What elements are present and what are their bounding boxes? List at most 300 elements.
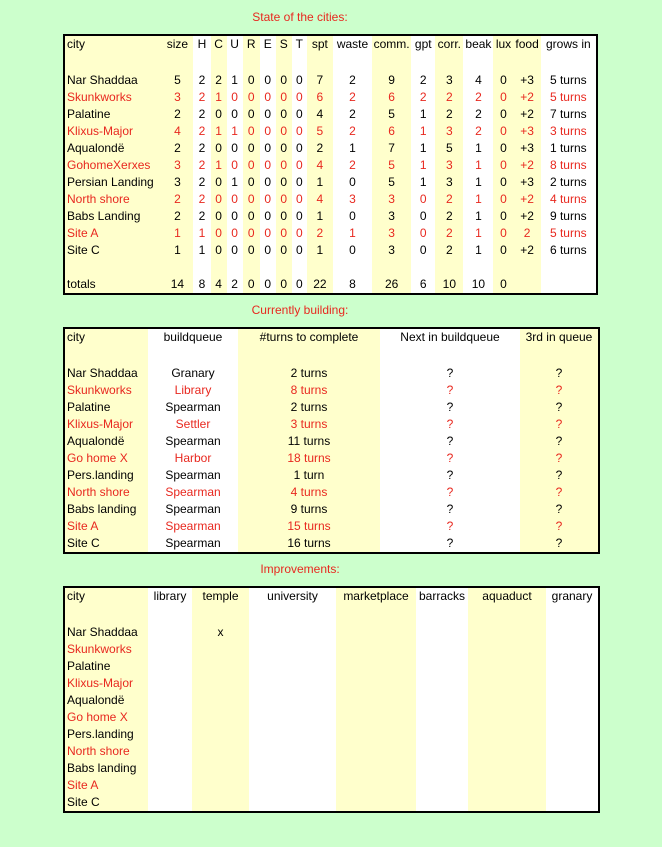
- state-cell-T: 0: [292, 157, 307, 174]
- improvement-cell-university: [249, 777, 336, 794]
- state-cell-H: 2: [193, 72, 210, 89]
- state-cell-food: +3: [514, 174, 541, 191]
- totals-cell-T: 0: [292, 276, 307, 294]
- state-cell-lux: 0: [493, 225, 513, 242]
- improvements-row: [64, 743, 599, 760]
- state-header-16: food: [514, 35, 541, 55]
- state-header-1: size: [161, 35, 193, 55]
- improvement-cell-aquaduct: [468, 709, 546, 726]
- next-in-queue-cell: ?: [380, 518, 520, 535]
- building-row: [64, 467, 599, 484]
- buildqueue-cell: Settler: [148, 416, 238, 433]
- improvements-row: [64, 675, 599, 692]
- state-city-name: Klixus-Major: [64, 123, 161, 140]
- next-in-queue-cell: ?: [380, 484, 520, 501]
- improvement-cell-library: [148, 658, 192, 675]
- building-header-1: buildqueue: [148, 328, 238, 348]
- state-table: [63, 34, 598, 295]
- state-cell-spt: 4: [307, 106, 333, 123]
- state-cell-T: 0: [292, 140, 307, 157]
- improvement-cell-barracks: [416, 743, 468, 760]
- state-cell-R: 0: [243, 106, 260, 123]
- state-cell-beak: 1: [463, 157, 493, 174]
- improvement-cell-granary: [546, 624, 599, 641]
- state-cell-R: 0: [243, 174, 260, 191]
- state-row: [64, 157, 597, 174]
- building-city-name: Aqualondë: [64, 433, 148, 450]
- building-row: [64, 501, 599, 518]
- turns-to-complete-cell: 1 turn: [238, 467, 380, 484]
- state-cell-R: 0: [243, 208, 260, 225]
- improvement-cell-aquaduct: [468, 743, 546, 760]
- buildqueue-cell: Granary: [148, 365, 238, 382]
- state-totals-row: [64, 276, 597, 294]
- state-cell-gpt: 2: [411, 72, 435, 89]
- state-cell-comm.: 5: [372, 106, 411, 123]
- state-cell-waste: 2: [333, 72, 372, 89]
- state-cell-comm.: 7: [372, 140, 411, 157]
- improvements-header-4: marketplace: [336, 587, 416, 607]
- state-header-4: U: [227, 35, 243, 55]
- state-cell-comm.: 5: [372, 174, 411, 191]
- state-cell-food: +3: [514, 123, 541, 140]
- state-cell-U: 0: [227, 89, 243, 106]
- spacer-row: [64, 607, 599, 624]
- state-row: [64, 225, 597, 242]
- state-cell-S: 0: [276, 140, 292, 157]
- state-cell-S: 0: [276, 174, 292, 191]
- building-row: [64, 416, 599, 433]
- improvement-cell-library: [148, 641, 192, 658]
- improvement-cell-library: [148, 760, 192, 777]
- building-row: [64, 382, 599, 399]
- state-cell-food: +3: [514, 72, 541, 89]
- state-cell-beak: 1: [463, 225, 493, 242]
- improvement-cell-barracks: [416, 760, 468, 777]
- state-cell-U: 0: [227, 106, 243, 123]
- state-cell-size: 2: [161, 191, 193, 208]
- state-header-14: beak: [463, 35, 493, 55]
- state-cell-T: 0: [292, 174, 307, 191]
- state-cell-spt: 2: [307, 140, 333, 157]
- improvements-title: Improvements:: [260, 562, 340, 576]
- totals-cell-waste: 8: [333, 276, 372, 294]
- state-cell-size: 3: [161, 174, 193, 191]
- state-cell-beak: 2: [463, 89, 493, 106]
- state-city-name: GohomeXerxes: [64, 157, 161, 174]
- improvements-city-name: Go home X: [64, 709, 148, 726]
- improvement-cell-university: [249, 709, 336, 726]
- state-cell-H: 1: [193, 225, 210, 242]
- state-cell-gpt: 2: [411, 89, 435, 106]
- state-cell-C: 0: [211, 174, 227, 191]
- totals-cell-spt: 22: [307, 276, 333, 294]
- state-cell-C: 0: [211, 242, 227, 259]
- improvement-cell-granary: [546, 709, 599, 726]
- building-city-name: Go home X: [64, 450, 148, 467]
- state-cell-C: 1: [211, 157, 227, 174]
- state-header-13: corr.: [435, 35, 463, 55]
- state-cell-S: 0: [276, 157, 292, 174]
- state-cell-E: 0: [260, 157, 276, 174]
- state-cell-S: 0: [276, 225, 292, 242]
- state-cell-size: 3: [161, 89, 193, 106]
- state-cell-food: +2: [514, 106, 541, 123]
- totals-label: totals: [64, 276, 161, 294]
- state-cell-lux: 0: [493, 191, 513, 208]
- state-header-3: C: [211, 35, 227, 55]
- improvements-city-name: Palatine: [64, 658, 148, 675]
- third-in-queue-cell: ?: [520, 484, 599, 501]
- state-cell-lux: 0: [493, 174, 513, 191]
- improvement-cell-granary: [546, 658, 599, 675]
- improvements-header-0: city: [64, 587, 148, 607]
- state-cell-corr.: 2: [435, 225, 463, 242]
- state-cell-food: +2: [514, 157, 541, 174]
- improvement-cell-university: [249, 624, 336, 641]
- improvement-cell-library: [148, 743, 192, 760]
- state-cell-grows in: 5 turns: [541, 89, 597, 106]
- state-cell-S: 0: [276, 191, 292, 208]
- building-row: [64, 535, 599, 553]
- improvement-cell-granary: [546, 760, 599, 777]
- spacer-row: [64, 55, 597, 72]
- improvement-cell-university: [249, 658, 336, 675]
- improvement-cell-university: [249, 794, 336, 812]
- totals-cell-comm.: 26: [372, 276, 411, 294]
- state-cell-R: 0: [243, 140, 260, 157]
- state-cell-spt: 4: [307, 157, 333, 174]
- state-header-11: comm.: [372, 35, 411, 55]
- totals-cell-beak: 10: [463, 276, 493, 294]
- state-cell-U: 1: [227, 123, 243, 140]
- state-cell-R: 0: [243, 157, 260, 174]
- improvement-cell-aquaduct: [468, 777, 546, 794]
- state-cell-spt: 2: [307, 225, 333, 242]
- totals-cell-food: [514, 276, 541, 294]
- improvement-cell-library: [148, 777, 192, 794]
- state-cell-lux: 0: [493, 157, 513, 174]
- next-in-queue-cell: ?: [380, 365, 520, 382]
- state-cell-U: 0: [227, 225, 243, 242]
- state-cell-T: 0: [292, 106, 307, 123]
- improvement-cell-temple: [192, 692, 249, 709]
- state-cell-T: 0: [292, 242, 307, 259]
- state-cell-grows in: 8 turns: [541, 157, 597, 174]
- state-cell-spt: 5: [307, 123, 333, 140]
- building-city-name: Babs landing: [64, 501, 148, 518]
- buildqueue-cell: Spearman: [148, 433, 238, 450]
- state-cell-food: +2: [514, 242, 541, 259]
- building-header-2: #turns to complete: [238, 328, 380, 348]
- improvement-cell-barracks: [416, 709, 468, 726]
- state-city-name: Babs Landing: [64, 208, 161, 225]
- state-cell-lux: 0: [493, 106, 513, 123]
- state-cell-waste: 0: [333, 208, 372, 225]
- state-header-7: S: [276, 35, 292, 55]
- building-city-name: North shore: [64, 484, 148, 501]
- state-cell-E: 0: [260, 89, 276, 106]
- totals-cell-S: 0: [276, 276, 292, 294]
- state-cell-comm.: 9: [372, 72, 411, 89]
- state-cell-waste: 2: [333, 157, 372, 174]
- state-cell-lux: 0: [493, 208, 513, 225]
- improvement-cell-barracks: [416, 692, 468, 709]
- state-cell-size: 2: [161, 106, 193, 123]
- improvement-cell-barracks: [416, 777, 468, 794]
- state-cell-H: 2: [193, 174, 210, 191]
- improvement-cell-barracks: [416, 794, 468, 812]
- state-cell-gpt: 0: [411, 225, 435, 242]
- state-cell-C: 0: [211, 106, 227, 123]
- buildqueue-cell: Library: [148, 382, 238, 399]
- state-cell-waste: 0: [333, 174, 372, 191]
- improvement-cell-marketplace: [336, 641, 416, 658]
- state-cell-comm.: 5: [372, 157, 411, 174]
- buildqueue-cell: Harbor: [148, 450, 238, 467]
- state-cell-S: 0: [276, 72, 292, 89]
- improvement-cell-granary: [546, 777, 599, 794]
- improvement-cell-barracks: [416, 624, 468, 641]
- building-city-name: Site A: [64, 518, 148, 535]
- improvement-cell-marketplace: [336, 709, 416, 726]
- improvements-table: [63, 586, 600, 813]
- improvements-row: [64, 641, 599, 658]
- state-cell-comm.: 6: [372, 123, 411, 140]
- building-row: [64, 399, 599, 416]
- state-cell-grows in: 9 turns: [541, 208, 597, 225]
- totals-cell-lux: 0: [493, 276, 513, 294]
- improvements-city-name: North shore: [64, 743, 148, 760]
- state-cell-E: 0: [260, 123, 276, 140]
- state-cell-corr.: 2: [435, 191, 463, 208]
- improvement-cell-library: [148, 794, 192, 812]
- state-header-10: waste: [333, 35, 372, 55]
- state-cell-beak: 1: [463, 208, 493, 225]
- improvement-cell-temple: [192, 760, 249, 777]
- state-cell-gpt: 0: [411, 191, 435, 208]
- improvement-cell-aquaduct: [468, 658, 546, 675]
- state-cell-size: 2: [161, 140, 193, 157]
- building-header-3: Next in buildqueue: [380, 328, 520, 348]
- state-cell-R: 0: [243, 242, 260, 259]
- state-cell-E: 0: [260, 174, 276, 191]
- state-cell-H: 2: [193, 140, 210, 157]
- improvement-cell-marketplace: [336, 760, 416, 777]
- state-cell-T: 0: [292, 123, 307, 140]
- state-row: [64, 242, 597, 259]
- state-cell-waste: 0: [333, 242, 372, 259]
- improvement-cell-granary: [546, 675, 599, 692]
- building-city-name: Site C: [64, 535, 148, 553]
- state-cell-food: +2: [514, 191, 541, 208]
- improvement-cell-marketplace: [336, 675, 416, 692]
- state-cell-waste: 1: [333, 140, 372, 157]
- state-cell-S: 0: [276, 123, 292, 140]
- state-cell-U: 1: [227, 174, 243, 191]
- building-city-name: Palatine: [64, 399, 148, 416]
- improvements-header-6: aquaduct: [468, 587, 546, 607]
- improvement-cell-temple: [192, 726, 249, 743]
- improvement-cell-aquaduct: [468, 692, 546, 709]
- building-city-name: Klixus-Major: [64, 416, 148, 433]
- state-cell-comm.: 3: [372, 242, 411, 259]
- buildqueue-cell: Spearman: [148, 399, 238, 416]
- state-cell-U: 0: [227, 157, 243, 174]
- state-header-12: gpt: [411, 35, 435, 55]
- state-cell-waste: 3: [333, 191, 372, 208]
- state-cell-size: 1: [161, 242, 193, 259]
- state-cell-size: 5: [161, 72, 193, 89]
- improvements-row: [64, 658, 599, 675]
- turns-to-complete-cell: 18 turns: [238, 450, 380, 467]
- next-in-queue-cell: ?: [380, 399, 520, 416]
- state-row: [64, 140, 597, 157]
- improvement-cell-university: [249, 641, 336, 658]
- totals-cell-grows in: [541, 276, 597, 294]
- improvements-header-row: [64, 587, 599, 607]
- state-cell-R: 0: [243, 191, 260, 208]
- state-cell-C: 2: [211, 72, 227, 89]
- building-row: [64, 365, 599, 382]
- state-cell-E: 0: [260, 225, 276, 242]
- improvement-cell-university: [249, 743, 336, 760]
- state-cell-food: +3: [514, 140, 541, 157]
- improvements-city-name: Nar Shaddaa: [64, 624, 148, 641]
- state-row: [64, 208, 597, 225]
- state-cell-size: 2: [161, 208, 193, 225]
- buildqueue-cell: Spearman: [148, 518, 238, 535]
- next-in-queue-cell: ?: [380, 501, 520, 518]
- state-city-name: Aqualondë: [64, 140, 161, 157]
- building-title: Currently building:: [251, 303, 349, 317]
- improvement-cell-temple: x: [192, 624, 249, 641]
- improvements-city-name: Skunkworks: [64, 641, 148, 658]
- state-cell-corr.: 3: [435, 157, 463, 174]
- spacer-row: [64, 348, 599, 365]
- improvements-header-3: university: [249, 587, 336, 607]
- improvement-cell-library: [148, 709, 192, 726]
- improvements-city-name: Site A: [64, 777, 148, 794]
- state-cell-C: 0: [211, 225, 227, 242]
- state-cell-H: 2: [193, 191, 210, 208]
- state-cell-lux: 0: [493, 123, 513, 140]
- improvement-cell-marketplace: [336, 777, 416, 794]
- improvements-row: [64, 794, 599, 812]
- state-cell-corr.: 2: [435, 242, 463, 259]
- improvement-cell-barracks: [416, 726, 468, 743]
- state-city-name: Persian Landing: [64, 174, 161, 191]
- third-in-queue-cell: ?: [520, 450, 599, 467]
- improvement-cell-temple: [192, 675, 249, 692]
- state-row: [64, 89, 597, 106]
- third-in-queue-cell: ?: [520, 535, 599, 553]
- improvements-row: [64, 692, 599, 709]
- state-cell-corr.: 2: [435, 89, 463, 106]
- improvement-cell-marketplace: [336, 658, 416, 675]
- state-cell-U: 0: [227, 242, 243, 259]
- totals-cell-corr.: 10: [435, 276, 463, 294]
- totals-cell-H: 8: [193, 276, 210, 294]
- state-row: [64, 123, 597, 140]
- buildqueue-cell: Spearman: [148, 535, 238, 553]
- building-city-name: Skunkworks: [64, 382, 148, 399]
- state-cell-C: 0: [211, 140, 227, 157]
- third-in-queue-cell: ?: [520, 416, 599, 433]
- building-table: [63, 327, 600, 554]
- improvement-cell-university: [249, 675, 336, 692]
- state-cell-R: 0: [243, 225, 260, 242]
- improvements-city-name: Site C: [64, 794, 148, 812]
- state-cell-H: 2: [193, 106, 210, 123]
- building-header-0: city: [64, 328, 148, 348]
- state-cell-comm.: 3: [372, 208, 411, 225]
- improvement-cell-barracks: [416, 641, 468, 658]
- improvement-cell-university: [249, 726, 336, 743]
- buildqueue-cell: Spearman: [148, 501, 238, 518]
- state-cell-gpt: 1: [411, 140, 435, 157]
- state-cell-grows in: 1 turns: [541, 140, 597, 157]
- state-cell-grows in: 7 turns: [541, 106, 597, 123]
- improvement-cell-temple: [192, 743, 249, 760]
- spacer-row: [64, 259, 597, 276]
- state-cell-E: 0: [260, 242, 276, 259]
- state-header-9: spt: [307, 35, 333, 55]
- improvement-cell-library: [148, 726, 192, 743]
- improvement-cell-university: [249, 760, 336, 777]
- improvements-row: [64, 709, 599, 726]
- state-header-15: lux: [493, 35, 513, 55]
- state-header-2: H: [193, 35, 210, 55]
- turns-to-complete-cell: 2 turns: [238, 365, 380, 382]
- state-cell-spt: 6: [307, 89, 333, 106]
- next-in-queue-cell: ?: [380, 382, 520, 399]
- state-cell-U: 1: [227, 72, 243, 89]
- state-cell-food: 2: [514, 225, 541, 242]
- state-cell-lux: 0: [493, 140, 513, 157]
- state-cell-H: 2: [193, 89, 210, 106]
- improvements-row: [64, 624, 599, 641]
- improvement-cell-granary: [546, 743, 599, 760]
- state-cell-T: 0: [292, 208, 307, 225]
- state-cell-R: 0: [243, 72, 260, 89]
- improvement-cell-library: [148, 692, 192, 709]
- state-cell-spt: 7: [307, 72, 333, 89]
- state-cell-R: 0: [243, 89, 260, 106]
- next-in-queue-cell: ?: [380, 467, 520, 484]
- third-in-queue-cell: ?: [520, 365, 599, 382]
- next-in-queue-cell: ?: [380, 450, 520, 467]
- state-cell-S: 0: [276, 242, 292, 259]
- state-cell-waste: 1: [333, 225, 372, 242]
- improvement-cell-temple: [192, 641, 249, 658]
- state-cell-H: 2: [193, 123, 210, 140]
- state-cell-comm.: 3: [372, 225, 411, 242]
- state-cell-corr.: 3: [435, 123, 463, 140]
- buildqueue-cell: Spearman: [148, 484, 238, 501]
- improvement-cell-aquaduct: [468, 675, 546, 692]
- state-cell-U: 0: [227, 208, 243, 225]
- state-cell-C: 1: [211, 89, 227, 106]
- state-cell-grows in: 3 turns: [541, 123, 597, 140]
- state-header-8: T: [292, 35, 307, 55]
- improvement-cell-temple: [192, 709, 249, 726]
- state-cell-comm.: 6: [372, 89, 411, 106]
- improvement-cell-library: [148, 624, 192, 641]
- improvement-cell-barracks: [416, 658, 468, 675]
- state-cell-H: 1: [193, 242, 210, 259]
- building-city-name: Nar Shaddaa: [64, 365, 148, 382]
